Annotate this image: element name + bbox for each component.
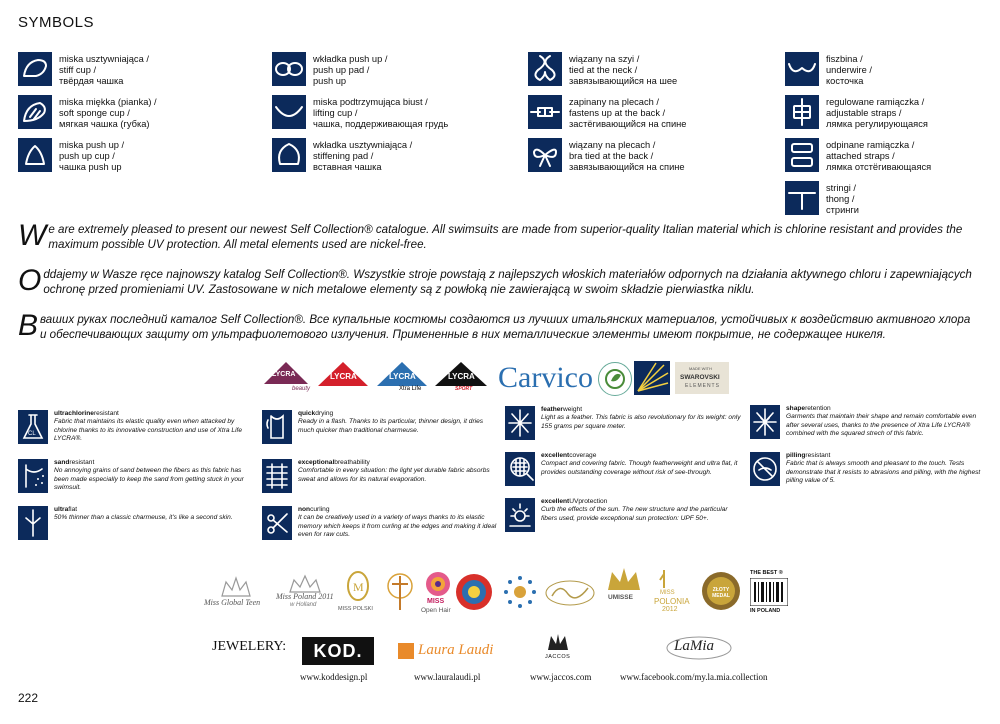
award-label: MISS POLSKI <box>338 606 373 612</box>
shape-retention-icon <box>750 405 780 439</box>
feature-title-rest: UVprotection <box>569 498 608 505</box>
feature-description <box>541 452 741 477</box>
fastens-at-back-icon <box>528 95 562 129</box>
intro-paragraph-ru <box>18 309 978 342</box>
feature-text: Fabric that is always smooth and pleasant to the touch. Tests demonstrate that it resists to abrasions and pilling, with the highest pilling value of 5. <box>786 460 981 485</box>
intro-paragraph-pl <box>18 264 978 297</box>
la-mia-facebook-link[interactable]: www.facebook.com/my.la.mia.collection <box>620 672 768 682</box>
featherweight-icon <box>505 406 535 440</box>
symbol-label-line: stiff cup / <box>59 64 97 75</box>
symbol-label-line: push up <box>313 75 347 86</box>
symbol-label-line: wiązany na plecach / <box>569 140 656 150</box>
feature-title-bold: ultrachlorine <box>54 410 94 417</box>
swarovski-name: SWAROVSKI <box>680 374 720 381</box>
laura-laudi-logo <box>398 640 508 664</box>
crown-icon <box>200 574 272 600</box>
miss-polski-logo <box>338 570 378 616</box>
swarovski-top-label: MADE WITH <box>689 366 712 371</box>
symbol-label-line: lifting cup / <box>313 107 358 118</box>
push-up-pad-icon <box>272 52 306 86</box>
symbol-label-line: чашка, поддерживающая грудь <box>313 118 449 129</box>
jaccos-wordmark: JACCOS <box>545 654 571 660</box>
symbol-label-line: чашка push up <box>59 161 122 172</box>
symbol-label-line: stringi / <box>826 183 856 193</box>
umisse-logo <box>600 566 648 610</box>
feature-title-rest: resistant <box>69 459 95 466</box>
non-curling-icon <box>262 506 292 540</box>
symbol-item <box>785 181 1000 219</box>
attached-straps-icon <box>785 138 819 172</box>
symbol-label-line: wkładka usztywniająca / <box>313 140 413 150</box>
lycra-sub-label: SPORT <box>455 386 473 392</box>
uv-badge-logo <box>634 361 670 395</box>
feature-title-bold: excellent <box>541 498 570 505</box>
feature-text: Comfortable in every situation: the light yet durable fabric absorbs sweat and allows for its natural evaporation. <box>298 467 490 483</box>
stiff-cup-icon <box>18 52 52 86</box>
symbol-label-line: soft sponge cup / <box>59 107 130 118</box>
jewelery-label: JEWELERY: <box>212 639 287 654</box>
eco-badge-logo <box>598 362 632 396</box>
adjustable-straps-icon <box>785 95 819 129</box>
page-heading: SYMBOLS <box>18 14 95 31</box>
jaccos-link[interactable]: www.jaccos.com <box>530 672 592 682</box>
feature-text: 50% thinner than a classic charmeuse, it's like a second skin. <box>54 514 233 522</box>
feature-item <box>505 452 738 496</box>
feature-item <box>18 506 248 550</box>
symbol-label-line: wkładka push up / <box>313 54 388 64</box>
bra-tied-at-back-icon <box>528 138 562 172</box>
symbol-item <box>18 138 268 176</box>
thong-icon <box>785 181 819 215</box>
symbol-label-line: stiffening pad / <box>313 150 374 161</box>
lycra-sport-logo <box>433 360 489 396</box>
drop-cap: W <box>18 219 47 252</box>
drop-cap: В <box>18 309 39 342</box>
feature-item <box>262 506 497 550</box>
feature-title-bold: ultra <box>54 506 69 513</box>
feature-item <box>505 406 741 450</box>
feature-description <box>54 410 254 444</box>
symbol-item <box>528 95 778 133</box>
feature-title-bold: shape <box>786 405 806 412</box>
symbol-label-line: fiszbina / <box>826 54 863 64</box>
symbol-label-line: твёрдая чашка <box>59 75 124 86</box>
the-best-in-poland-logo <box>748 570 790 616</box>
feature-text: Curb the effects of the sun. The new structure and the particular fibers used, provide exceptional sun protection: UPF 50+. <box>541 506 728 522</box>
leaf-icon <box>599 363 631 395</box>
award-label: UMISSE <box>608 594 633 601</box>
symbol-label-line: лямка отстёгивающаяся <box>826 161 932 172</box>
feature-item <box>18 459 248 503</box>
miss-polonia-logo <box>650 566 698 614</box>
symbol-label-line: завязывающийся на шее <box>569 75 678 86</box>
in-poland-label: IN POLAND <box>750 608 781 614</box>
lycra-label: LYCRA <box>389 372 416 381</box>
miss-polonia-script-logo <box>544 576 596 610</box>
carvico-wordmark: Carvico <box>498 361 593 394</box>
feature-title-bold: non <box>298 506 311 513</box>
feature-item <box>750 452 980 496</box>
symbol-label-line: miska usztywniająca / <box>59 54 149 64</box>
lycra-xtra-life-logo <box>375 360 429 396</box>
crown-icon <box>600 566 648 592</box>
feature-description <box>298 410 498 435</box>
symbol-item <box>272 95 522 133</box>
symbol-item <box>528 52 778 90</box>
barcode-icon <box>750 578 788 606</box>
feature-title <box>786 405 986 413</box>
crown-icon <box>542 630 574 652</box>
feature-title-rest: breathability <box>334 459 370 466</box>
lauralaudi-link[interactable]: www.lauralaudi.pl <box>414 672 481 682</box>
award-sub-label: POLONIA <box>654 597 690 606</box>
feature-title-rest: resistant <box>805 452 831 459</box>
round-badge-award <box>454 572 494 612</box>
feature-title-bold: excellent <box>541 452 570 459</box>
symbol-label-line: лямка регулирующаяся <box>826 118 928 129</box>
symbol-label-line: miska podtrzymująca biust / <box>313 97 428 107</box>
feature-title <box>541 452 741 460</box>
symbol-label-line: wiązany na szyi / <box>569 54 640 64</box>
symbol-label-line: мягкая чашка (губка) <box>59 118 150 129</box>
ultraflat-icon <box>18 506 48 540</box>
koddesign-link[interactable]: www.koddesign.pl <box>300 672 368 682</box>
symbol-label-line: miska miękka (pianka) / <box>59 97 157 107</box>
feature-description <box>298 459 498 484</box>
award-label: MISS <box>427 598 445 605</box>
kod-wordmark: KOD. <box>313 641 363 661</box>
award-label: Miss Global Teen <box>204 598 261 607</box>
feature-item <box>505 498 735 542</box>
feature-item <box>18 410 248 454</box>
feature-title <box>54 410 254 418</box>
feature-description <box>786 405 986 439</box>
stiffening-pad-icon <box>272 138 306 172</box>
la-mia-logo <box>664 634 734 664</box>
feature-description <box>541 498 741 523</box>
medallion-icon <box>338 570 378 606</box>
feature-title <box>786 452 986 460</box>
feature-title <box>298 506 498 514</box>
star-figure-icon <box>382 570 418 614</box>
miss-poland-logo <box>274 574 336 612</box>
drop-cap: O <box>18 264 42 297</box>
symbol-item <box>272 52 522 90</box>
symbol-label-line: стринги <box>826 204 859 215</box>
lycra-label: LYCRA <box>272 371 296 378</box>
symbol-label-line: tied at the neck / <box>569 64 638 75</box>
europe-stars-award <box>500 572 540 612</box>
symbol-label-line: косточка <box>826 75 864 86</box>
feature-text: Compact and covering fabric. Though featherweight and ultra flat, it provides outstanding coverage without risk of see-through. <box>541 460 738 476</box>
feature-description <box>786 452 986 486</box>
symbol-label-line: attached straps / <box>826 150 895 161</box>
sand-resistant-icon <box>18 459 48 493</box>
pilling-resistant-icon <box>750 452 780 486</box>
feature-title-rest: weight <box>563 406 583 413</box>
swarovski-sub-label: ELEMENTS <box>685 383 720 389</box>
lycra-sub-label: Xtra Life <box>399 386 422 392</box>
crown-icon <box>274 574 336 594</box>
feature-title-bold: sand <box>54 459 70 466</box>
symbol-label <box>569 54 677 86</box>
lycra-logo <box>316 360 370 396</box>
feature-title <box>541 406 741 414</box>
symbol-label-line: fastens up at the back / <box>569 107 666 118</box>
feature-item <box>750 405 980 449</box>
feature-text: Ready in a flash. Thanks to its particular, thinner design, it dries much quicker than traditional charmeuse. <box>298 418 484 434</box>
laura-laudi-wordmark: Laura Laudi <box>418 642 494 658</box>
symbol-label-line: push up pad / <box>313 64 370 75</box>
round-badge-icon <box>454 572 494 612</box>
symbol-label-line: miska push up / <box>59 140 125 150</box>
feature-text: It can be creatively used in a variety of ways thanks to its elastic memory which keeps it from curling at the edges and making it ideal even for raw cuts. <box>298 514 497 539</box>
feature-title <box>541 498 741 506</box>
script-logo-icon <box>544 576 596 610</box>
feature-title-rest: drying <box>315 410 334 417</box>
feature-text: Fabric that maintains its elastic quality even when attacked by chlorine thanks to its innovative construction and use of Xtra Life LYCRA®. <box>54 418 243 443</box>
award-label: MISS <box>660 590 675 596</box>
symbol-label-line: zapinany na plecach / <box>569 97 659 107</box>
symbol-label-line: завязывающийся на спине <box>569 161 685 172</box>
feature-description <box>541 406 741 431</box>
feature-description <box>298 506 498 540</box>
feature-title-bold: pilling <box>786 452 806 459</box>
push-up-cup-icon <box>18 138 52 172</box>
excellent-uv-protection-icon <box>505 498 535 532</box>
miss-open-hair-logo <box>418 570 458 616</box>
paragraph-text: ваших руках последний каталог Self Collection®. Все купальные костюмы создаются из лучших итальянских материалов, устойчивых к воздействию активного хлора и обеспечивающих защиту от ультрафиолетового излучения. Примененные в них металлические элементы имеют покрытие, не содержащее никеля. <box>40 313 971 341</box>
feature-title-rest: flat <box>68 506 78 513</box>
soft-sponge-cup-icon <box>18 95 52 129</box>
symbol-label <box>59 140 124 172</box>
swarovski-logo <box>675 362 729 394</box>
the-best-label: THE BEST ® <box>750 570 783 576</box>
award-label: Miss Poland 2011 <box>276 592 334 601</box>
feature-title-rest: coverage <box>569 452 597 459</box>
symbol-label <box>826 140 931 172</box>
exceptional-breathability-icon <box>262 459 292 493</box>
symbol-item <box>785 95 1000 133</box>
la-mia-wordmark: LaMia <box>674 638 715 654</box>
stars-circle-icon <box>500 572 540 612</box>
feature-text: Garments that maintain their shape and remain comfortable even after several uses, thanks to the presence of Xtra Life LYCRA® combined with the squared strech of this fabric. <box>786 413 977 438</box>
award-label: ZŁOTY MEDAL <box>712 587 730 599</box>
symbol-label <box>826 54 872 86</box>
feature-item <box>262 410 492 454</box>
symbol-label-line: push up cup / <box>59 150 115 161</box>
symbol-label-line: bra tied at the back / <box>569 150 654 161</box>
lycra-label: LYCRA <box>448 372 475 381</box>
laura-laudi-icon <box>398 643 414 659</box>
symbol-label <box>826 97 928 129</box>
quick-drying-icon <box>262 410 292 444</box>
feature-title-rest: retention <box>805 405 831 412</box>
lifting-cup-icon <box>272 95 306 129</box>
feature-title-rest: curling <box>310 506 330 513</box>
feature-title-bold: exceptional <box>298 459 335 466</box>
miss-global-teen-logo <box>200 574 272 612</box>
gold-figure-award <box>382 570 418 614</box>
hair-swirl-icon <box>418 570 458 598</box>
intro-paragraph-en <box>18 219 978 252</box>
symbol-item <box>18 95 268 133</box>
feature-title <box>54 459 254 467</box>
symbol-label-line: adjustable straps / <box>826 107 902 118</box>
jaccos-logo <box>542 630 574 666</box>
carvico-logo <box>498 360 594 396</box>
feature-text: Light as a feather. This fabric is also revolutionary for its weight: only 155 grams per square meter. <box>541 414 741 430</box>
page-number: 222 <box>18 691 39 705</box>
symbol-item <box>18 52 268 90</box>
symbol-label-line: thong / <box>826 193 855 204</box>
feature-description <box>54 506 254 523</box>
award-year: 2012 <box>662 606 678 613</box>
symbol-label-line: вставная чашка <box>313 161 382 172</box>
symbol-label <box>313 140 412 172</box>
feature-title <box>298 410 498 418</box>
symbol-item <box>528 138 778 176</box>
feature-title <box>298 459 498 467</box>
excellent-coverage-icon <box>505 452 535 486</box>
symbol-label-line: underwire / <box>826 64 872 75</box>
symbol-label <box>569 97 686 129</box>
symbol-label <box>59 97 157 129</box>
zloty-medal-award <box>700 570 742 612</box>
award-sub-label: Open Hair <box>421 607 451 614</box>
feature-text: No annoying grains of sand between the fibers as this fabric has been made especially to keep the sand from getting stuck in your swimsuit. <box>54 467 244 492</box>
symbol-label <box>313 97 448 129</box>
symbol-label <box>313 54 387 86</box>
symbol-label <box>826 183 859 215</box>
feature-title <box>54 506 254 514</box>
underwire-icon <box>785 52 819 86</box>
symbol-label <box>569 140 685 172</box>
lycra-beauty-logo <box>262 360 310 396</box>
figure-icon <box>650 566 698 590</box>
tied-at-neck-icon <box>528 52 562 86</box>
feature-title-bold: feather <box>541 406 563 413</box>
symbol-item <box>785 52 1000 90</box>
symbol-label <box>59 54 149 86</box>
lycra-sub-label: beauty <box>292 386 311 392</box>
symbol-item <box>785 138 1000 176</box>
award-sub-label: w Holland <box>290 602 317 608</box>
symbol-item <box>272 138 522 176</box>
kod-logo <box>302 637 374 665</box>
feature-title-rest: resistant <box>93 410 119 417</box>
sun-rays-icon <box>634 361 670 395</box>
symbol-label-line: regulowane ramiączka / <box>826 97 925 107</box>
paragraph-text: ddajemy w Wasze ręce najnowszy katalog Self Collection®. Wszystkie stroje powstają z najlepszych włoskich materiałów odpornych na działania aktywnego chloru i zapewniających ochronę przed promieniami UV. Zastosowane w nich metalowe elementy są z powłoką nie zawierającą w swoim składzie pierwiastka niklu. <box>43 268 972 296</box>
paragraph-text: e are extremely pleased to present our newest Self Collection® catalogue. All swimsuits are made from superior-quality Italian material which is chlorine resistant and provides the maximum possible UV protection. All metal elements used are nickel-free. <box>48 223 963 251</box>
svg-text:CL: CL <box>28 431 36 437</box>
ultrachlorine-resistant-icon <box>18 410 48 444</box>
symbol-label-line: застёгивающийся на спине <box>569 118 687 129</box>
lycra-label: LYCRA <box>330 372 357 381</box>
svg-text:M: M <box>353 580 364 594</box>
symbol-label-line: odpinane ramiączka / <box>826 140 915 150</box>
feature-title-bold: quick <box>298 410 316 417</box>
feature-description <box>54 459 254 493</box>
feature-item <box>262 459 492 503</box>
